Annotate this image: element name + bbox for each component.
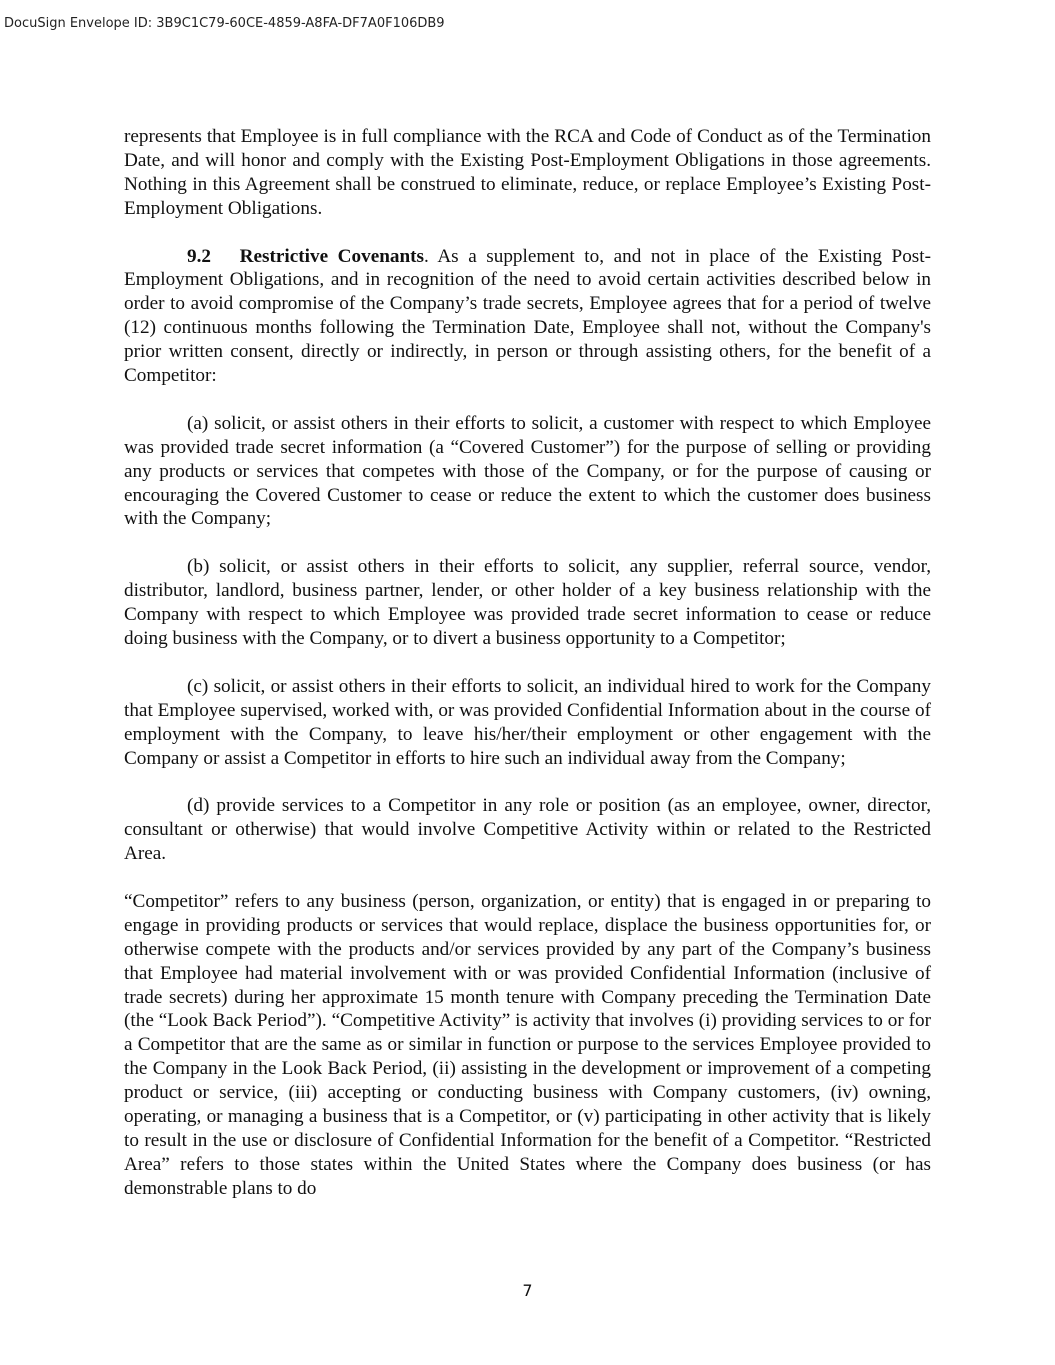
page-number: 7 — [522, 1281, 533, 1300]
covenant-item-d: (d) provide services to a Competitor in any role or position (as an employee, owner, director, consultant or otherwise) that would involve Competitive Activity within or related to the Restricted Area. — [124, 795, 931, 865]
section-body: . As a supplement to, and not in place of the Existing Post-Employment Obligations, and in recognition of the need to avoid certain activities described below in order to avoid compromise of the Company’s trade secrets, Employee agrees that for a period of twelve (12) continuous months following the Termination Date, Employee shall not, without the Company's prior written consent, directly or indirectly, in person or through assisting others, for the benefit of a Competitor: — [124, 245, 931, 387]
paragraph-continuation: represents that Employee is in full compliance with the RCA and Code of Conduct as of the Termination Date, and will honor and comply with the Existing Post-Employment Obligations in those agreements. Nothing in this Agreement shall be construed to eliminate, reduce, or replace Employee’s Existing Post-Employment Obligations. — [124, 126, 931, 219]
section-9-2-paragraph — [124, 245, 931, 388]
definitions-paragraph: “Competitor” refers to any business (person, organization, or entity) that is engaged in or preparing to engage in providing products or services that would replace, displace the business opportunities for, or otherwise compete with the products and/or services provided by any part of the Company’s business that Employee had material involvement with or was provided Confidential Information (inclusive of trade secrets) during her approximate 15 month tenure with Company preceding the Termination Date (the “Look Back Period”). “Competitive Activity” is activity that involves (i) providing services to or for a Competitor that are the same as or similar in function or purpose to the services Employee provided to the Company in the Look Back Period, (ii) assisting in the development or improvement of a competing product or service, (iii) accepting or conducting business with Company customers, (iv) owning, operating, or managing a business that is a Competitor, or (v) participating in other activity that is likely to result in the use or disclosure of Confidential Information for the benefit of a Competitor. “Restricted Area” refers to those states within the United States where the Company does business (or has demonstrable plans to do — [124, 890, 931, 1199]
covenant-item-c: (c) solicit, or assist others in their efforts to solicit, an individual hired to work for the Company that Employee supervised, worked with, or was provided Confidential Information about in the course of employment with the Company, to leave his/her/their employment or other engagement with the Company or assist a Competitor in efforts to hire such an individual away from the Company; — [124, 675, 931, 769]
section-title: Restrictive Covenants — [239, 245, 425, 267]
covenant-item-a: (a) solicit, or assist others in their efforts to solicit, a customer with respect to which Employee was provided trade secret information (a “Covered Customer”) for the purpose of selling or providing any products or services that competes with those of the Company, or for the purpose of causing or encouraging the Covered Customer to cease or reduce the extent to which the customer does business with the Company; — [124, 412, 931, 530]
document-body — [124, 125, 931, 1201]
section-number: 9.2 — [187, 245, 211, 267]
envelope-id-header: DocuSign Envelope ID: 3B9C1C79-60CE-4859-A8FA-DF7A0F106DB9 — [4, 16, 445, 31]
covenant-item-b: (b) solicit, or assist others in their efforts to solicit, any supplier, referral source, vendor, distributor, landlord, business partner, lender, or other holder of a key business relationship with the Company with respect to which Employee was provided trade secret information to cease or reduce doing business with the Company, or to divert a business opportunity to a Competitor; — [124, 556, 931, 649]
